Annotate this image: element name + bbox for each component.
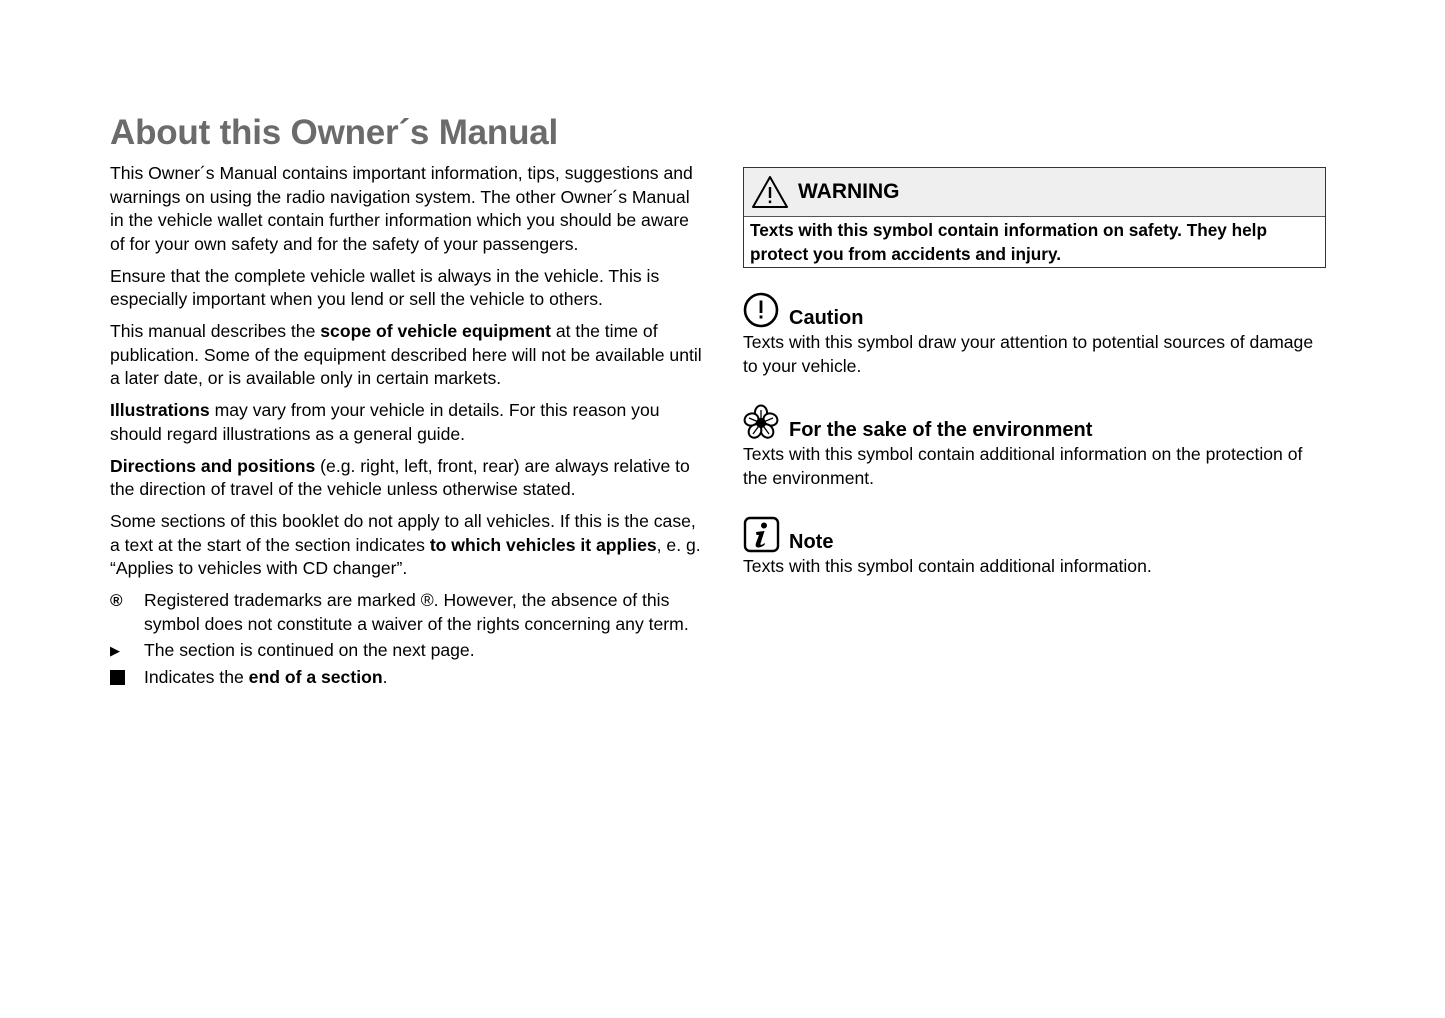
caution-section bbox=[743, 290, 1329, 378]
caution-title: Caution bbox=[789, 307, 864, 329]
intro-paragraph: This Owner´s Manual contains important information, tips, suggestions and warnings on using the radio navigation system. The other Owner´s Manual in the vehicle wallet contain further information which you should be aware of for your own safety and for the safety of your passengers. bbox=[110, 163, 693, 254]
legend-item-continued bbox=[110, 639, 706, 663]
legend-item-end bbox=[110, 666, 706, 690]
info-icon bbox=[743, 516, 781, 554]
legend-item-trademark bbox=[110, 589, 706, 636]
note-text: Texts with this symbol contain additional information. bbox=[743, 556, 1152, 576]
warning-triangle-icon bbox=[750, 174, 790, 210]
environment-title: For the sake of the environment bbox=[789, 419, 1093, 441]
note-section bbox=[743, 514, 1329, 579]
warning-box bbox=[743, 167, 1326, 268]
applicability-paragraph: Some sections of this booklet do not apply to all vehicles. If this is the case, a text at the start of the section indicates to which vehicles it applies, e. g. “Applies to vehicles with CD changer”. bbox=[110, 511, 701, 578]
warning-title: WARNING bbox=[798, 180, 900, 203]
triangle-arrow-icon: ▶ bbox=[110, 643, 120, 658]
illustrations-paragraph: Illustrations may vary from your vehicle in details. For this reason you should regard illustrations as a general guide. bbox=[110, 400, 660, 444]
intro-column bbox=[110, 162, 706, 692]
legend-text: Registered trademarks are marked ®. However, the absence of this symbol does not constitute a waiver of the rights concerning any term. bbox=[144, 590, 689, 634]
page-title: About this Owner´s Manual bbox=[110, 113, 559, 152]
wallet-paragraph: Ensure that the complete vehicle wallet is always in the vehicle. This is especially important when you lend or sell the vehicle to others. bbox=[110, 265, 660, 309]
registered-trademark-icon: ® bbox=[110, 591, 123, 610]
environment-text: Texts with this symbol contain additional information on the protection of the environment. bbox=[743, 444, 1303, 488]
note-title: Note bbox=[789, 531, 834, 553]
warning-header bbox=[744, 168, 1325, 217]
symbols-column bbox=[743, 167, 1329, 579]
end-square-icon bbox=[110, 670, 125, 685]
directions-paragraph: Directions and positions (e.g. right, left, front, rear) are always relative to the direction of travel of the vehicle unless otherwise stated. bbox=[110, 455, 690, 499]
warning-text: Texts with this symbol contain information on safety. They help protect you from accidents and injury. bbox=[750, 220, 1267, 264]
environment-section bbox=[743, 402, 1329, 490]
caution-text: Texts with this symbol draw your attention to potential sources of damage to your vehicle. bbox=[743, 332, 1314, 376]
symbol-legend bbox=[110, 589, 706, 689]
legend-text: The section is continued on the next page. bbox=[144, 640, 475, 660]
legend-text: Indicates the end of a section. bbox=[144, 666, 388, 687]
caution-circle-icon bbox=[743, 292, 781, 330]
equipment-paragraph: This manual describes the scope of vehicle equipment at the time of publication. Some of the equipment described here will not be available until a later date, or is available only in certain markets. bbox=[110, 321, 702, 388]
flower-icon bbox=[743, 404, 781, 442]
